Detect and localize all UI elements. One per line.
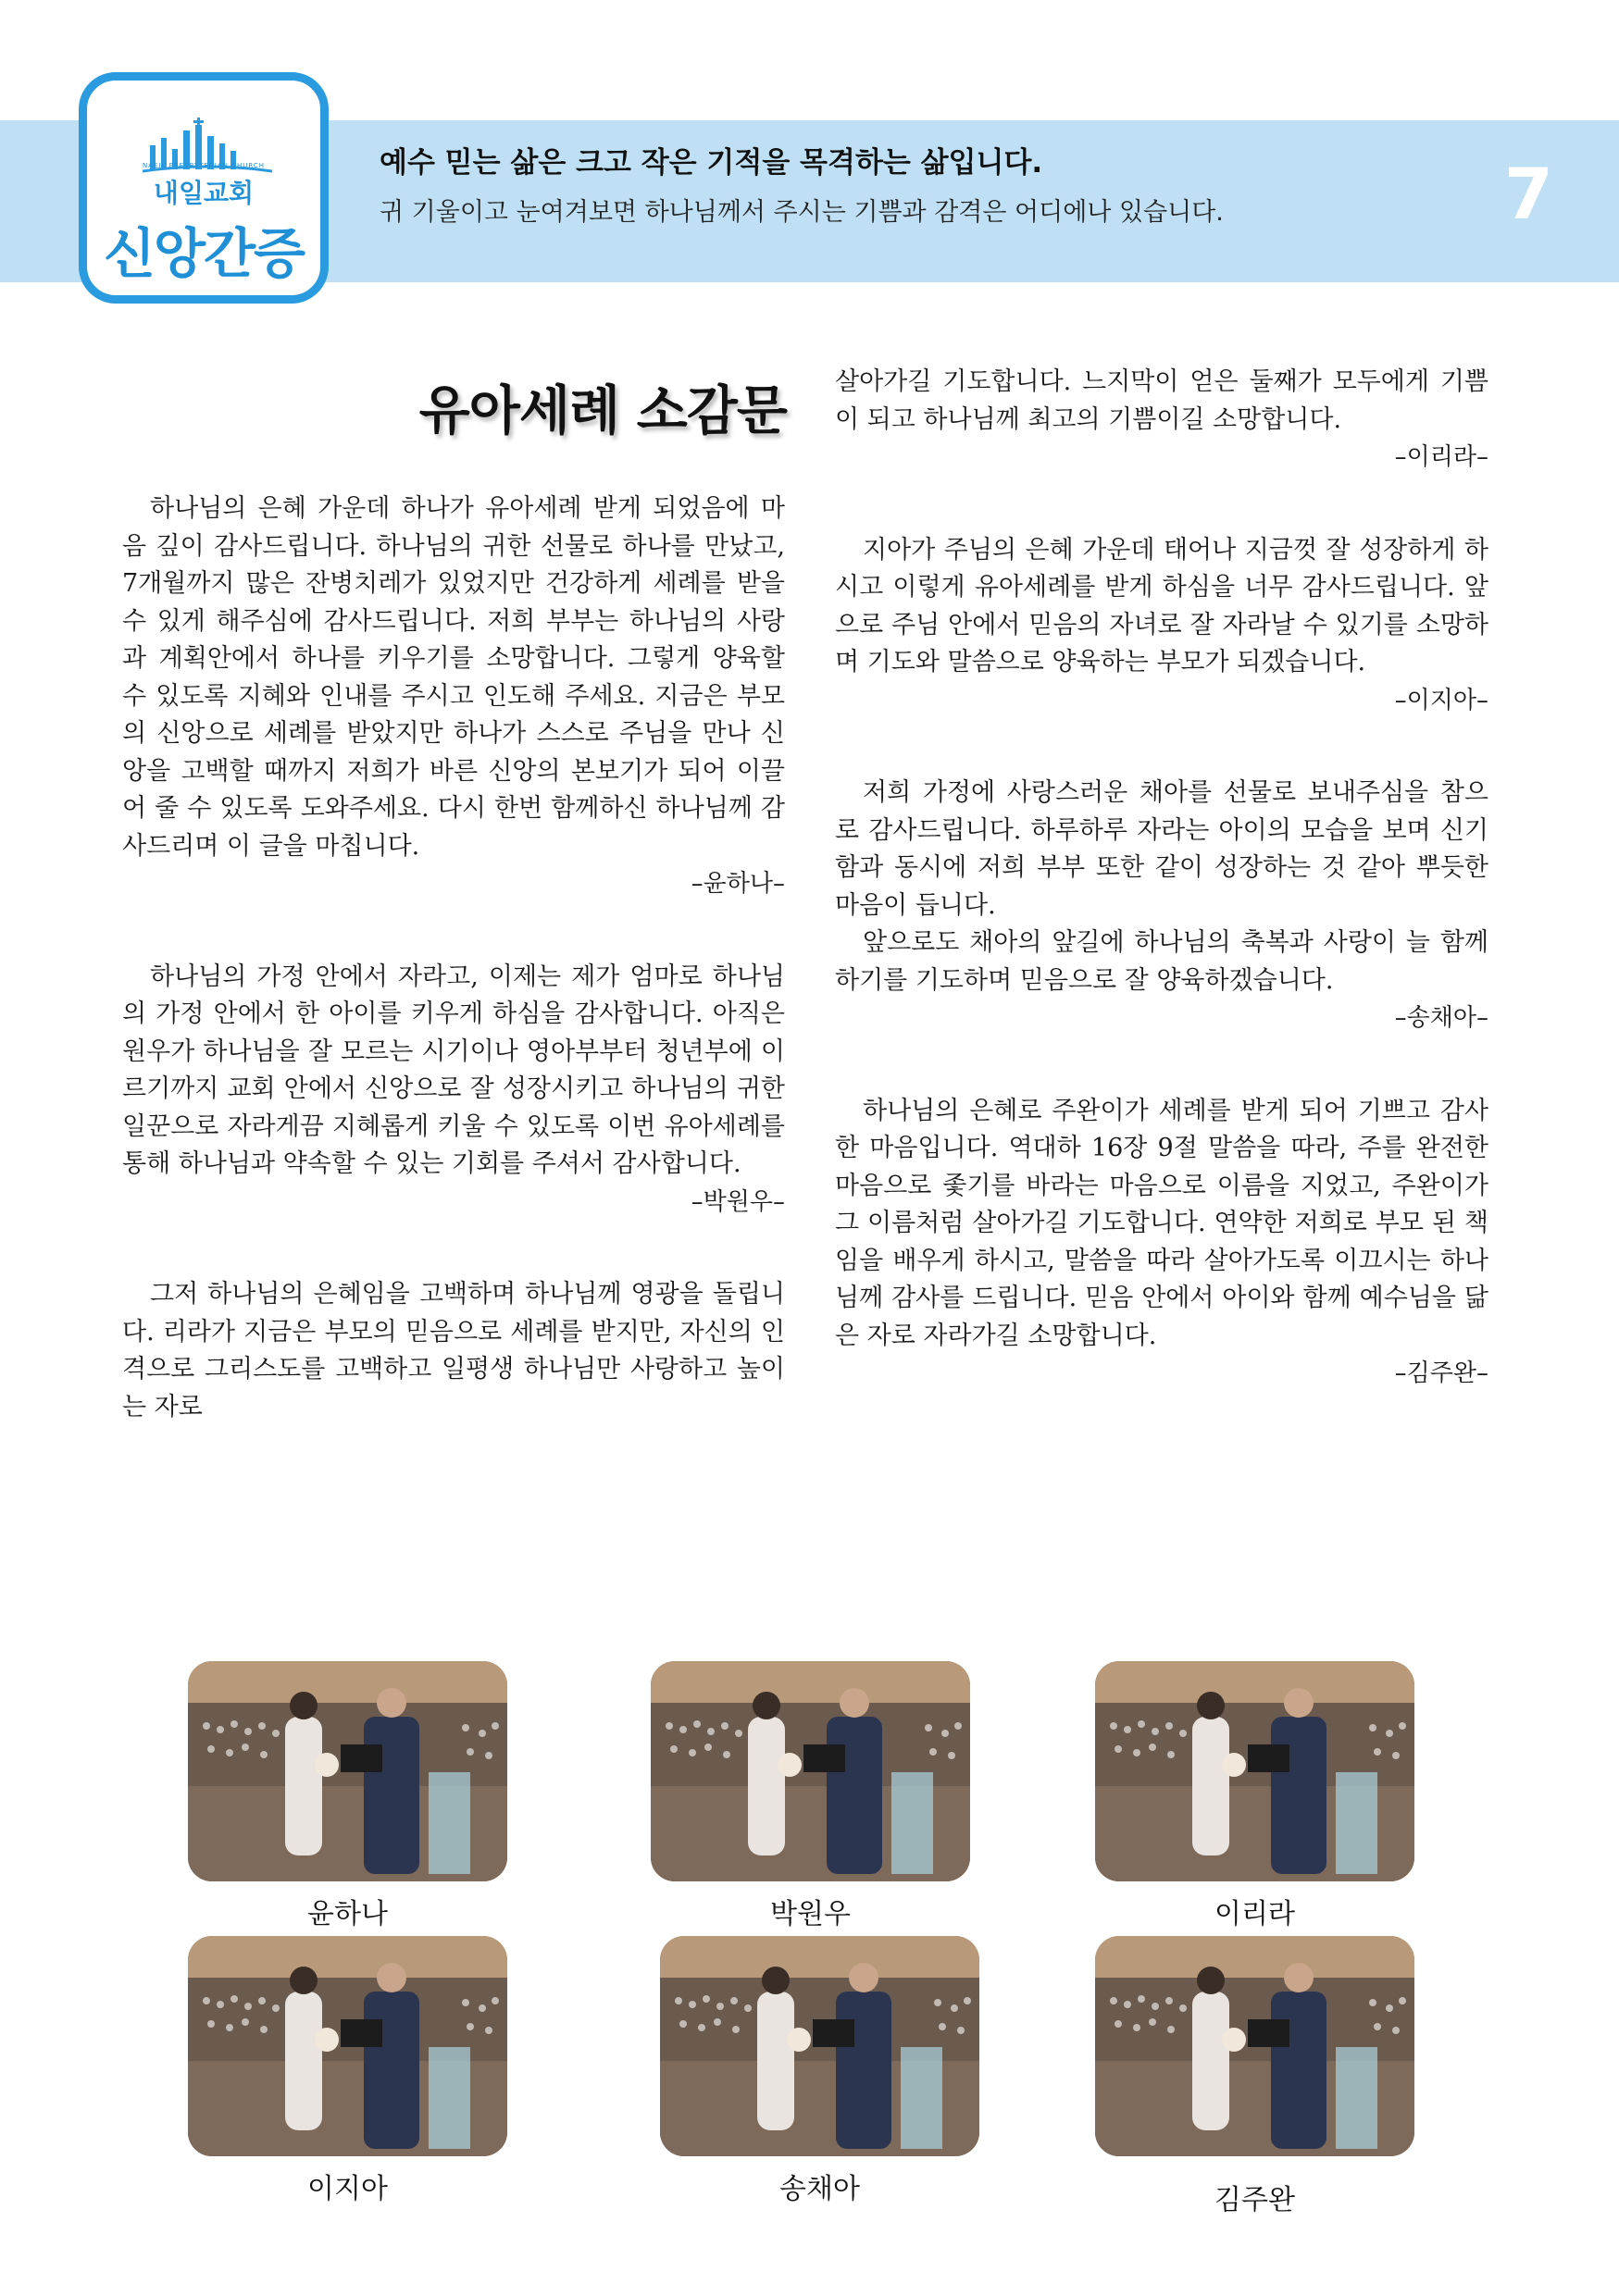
right-column	[835, 364, 1488, 1393]
photo-caption: 윤하나	[307, 1898, 388, 1930]
logo	[79, 72, 329, 304]
testimony-text: 저희 가정에 사랑스러운 채아를 선물로 보내주심을 참으로 감사드립니다. 하루하루 자라는 아이의 모습을 보며 신기함과 동시에 저희 부부 또한 같이 성장하는 것 같아 뿌듯한 마음이 듭니다.	[835, 778, 1488, 920]
header-subline: 귀 기울이고 눈여겨보면 하나님께서 주시는 기쁨과 감격은 어디에나 있습니다.	[380, 198, 1224, 227]
testimony-text: 지아가 주님의 은혜 가운데 태어나 지금껏 잘 성장하게 하시고 이렇게 유아세례를 받게 하심을 너무 감사드립니다. 앞으로 주님 안에서 믿음의 자녀로 잘 자라날 수 있기를 소망하며 기도와 말씀으로 양육하는 부모가 되겠습니다.	[835, 535, 1488, 676]
logo-english-name: NAEIL PRESBYTERIAN CHURCH	[142, 162, 266, 169]
testimony-signature: –김주완–	[1394, 1359, 1488, 1387]
photo-caption: 박원우	[770, 1898, 851, 1930]
testimony-signature: –윤하나–	[691, 870, 785, 898]
article-title: 유아세례 소감문	[418, 380, 787, 441]
testimony-text: 하나님의 은혜로 주완이가 세례를 받게 되어 기쁘고 감사한 마음입니다. 역대하 16장 9절 말씀을 따라, 주를 완전한 마음으로 좇기를 바라는 마음으로 이름을 지었고, 주완이가 그 이름처럼 살아가길 기도합니다. 연약한 저희로 부모 된 책임을 배우게 하시고, 말씀을 따라 살아가도록 이끄시는 하나님께 감사를 드립니다. 믿음 안에서 아이와 함께 예수님을 닮은 자로 자라가길 소망합니다.	[835, 1096, 1488, 1350]
testimony-text: 앞으로도 채아의 앞길에 하나님의 축복과 사랑이 늘 함께하기를 기도하며 믿음으로 잘 양육하겠습니다.	[835, 928, 1488, 995]
photo-scene	[188, 1936, 507, 2156]
testimony-text: 그저 하나님의 은혜임을 고백하며 하나님께 영광을 돌립니다. 리라가 지금은 부모의 믿음으로 세례를 받지만, 자신의 인격으로 그리스도를 고백하고 일평생 하나님만 사랑하고 높이는 자로	[122, 1280, 785, 1421]
baptism-photo	[651, 1661, 970, 1881]
baptism-photo	[188, 1661, 507, 1881]
photo-scene	[1095, 1661, 1414, 1881]
header-headline: 예수 믿는 삶은 크고 작은 기적을 목격하는 삶입니다.	[380, 146, 1043, 180]
photo-scene	[651, 1661, 970, 1881]
photo-scene	[188, 1661, 507, 1881]
section-title: 신앙간증	[103, 222, 305, 285]
baptism-photo	[660, 1936, 979, 2156]
testimony-signature: –박원우–	[691, 1187, 785, 1216]
baptism-photo	[188, 1936, 507, 2156]
photo-caption: 김주완	[1214, 2184, 1295, 2216]
photo-caption: 이지아	[307, 2173, 388, 2205]
photo-caption: 이리라	[1214, 1898, 1295, 1930]
photo-scene	[660, 1936, 979, 2156]
baptism-photo	[1095, 1661, 1414, 1881]
testimony-text-continued: 살아가길 기도합니다. 느지막이 얻은 둘째가 모두에게 기쁨이 되고 하나님께 최고의 기쁨이길 소망합니다.	[835, 367, 1488, 434]
testimony-signature: –이지아–	[1394, 686, 1488, 714]
testimony-text: 하나님의 가정 안에서 자라고, 이제는 제가 엄마로 하나님의 가정 안에서 한 아이를 키우게 하심을 감사합니다. 아직은 원우가 하나님을 잘 모르는 시기이나 영아부부터 청년부에 이르기까지 교회 안에서 신앙으로 잘 성장시키고 하나님의 귀한 일꾼으로 자라게끔 지혜롭게 키울 수 있도록 이번 유아세례를 통해 하나님과 약속할 수 있는 기회를 주셔서 감사합니다.	[122, 962, 785, 1178]
page-number: 7	[1504, 153, 1553, 235]
testimony-signature: –송채아–	[1394, 1004, 1488, 1032]
photo-caption: 송채아	[779, 2173, 860, 2205]
testimony-signature: –이리라–	[1394, 443, 1488, 471]
baptism-photo	[1095, 1936, 1414, 2156]
logo-church-name: 내일교회	[153, 178, 255, 208]
left-column	[122, 490, 785, 1426]
testimony-text: 하나님의 은혜 가운데 하나가 유아세례 받게 되었음에 마음 깊이 감사드립니다. 하나님의 귀한 선물로 하나를 만났고, 7개월까지 많은 잔병치레가 있었지만 건강하게 세례를 받을 수 있게 해주심에 감사드립니다. 저희 부부는 하나님의 사랑과 계획안에서 하나를 키우기를 소망합니다. 그렇게 양육할 수 있도록 지혜와 인내를 주시고 인도해 주세요. 지금은 부모의 신앙으로 세례를 받았지만 하나가 스스로 주님을 만나 신앙을 고백할 때까지 저희가 바른 신앙의 본보기가 되어 이끌어 줄 수 있도록 도와주세요. 다시 한번 함께하신 하나님께 감사드리며 이 글을 마칩니다.	[122, 494, 785, 861]
photo-scene	[1095, 1936, 1414, 2156]
